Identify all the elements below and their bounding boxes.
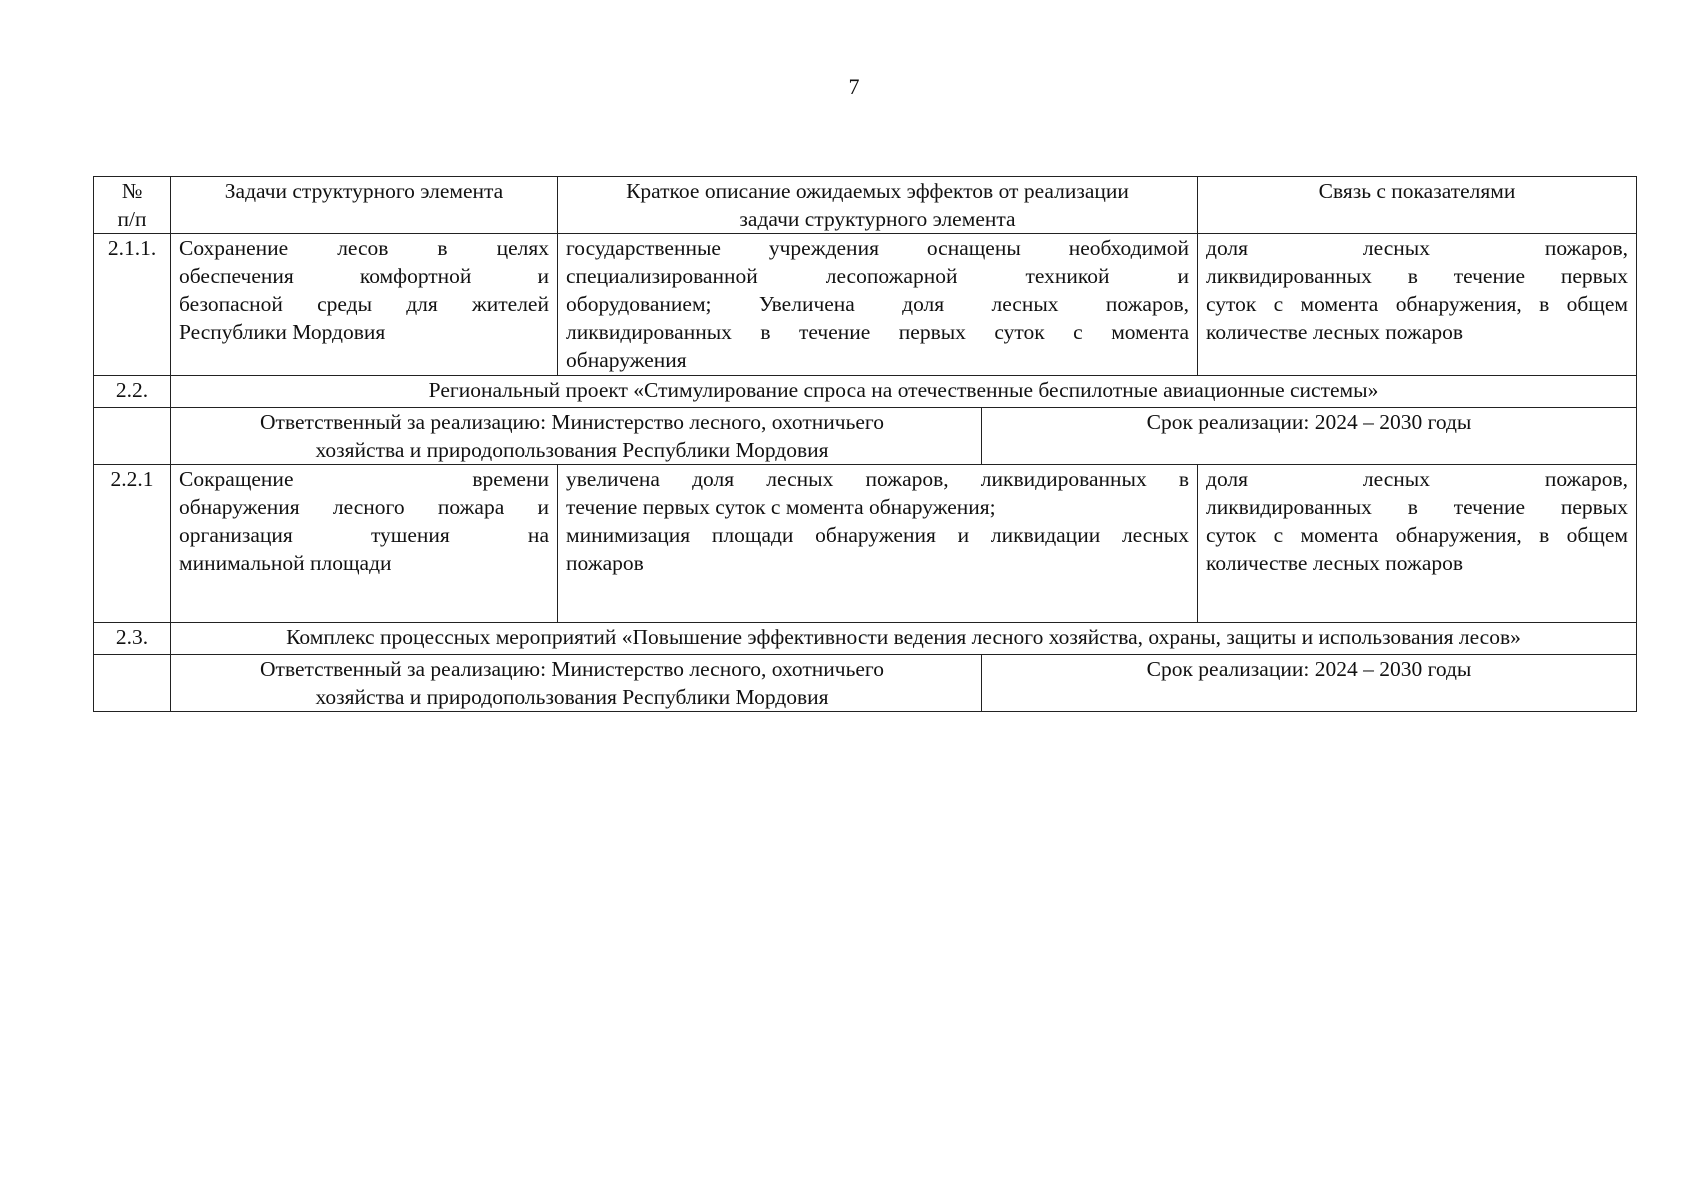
header-num-line2: п/п: [117, 207, 147, 231]
table-row-2-3-responsible: [94, 655, 1637, 712]
row-211-num: 2.1.1.: [94, 234, 171, 376]
row-23-responsible-line1: Ответственный за реализацию: Министерство лесного, охотничьего: [260, 657, 884, 681]
row-221-effect-line: течение первых суток с момента обнаружения;: [566, 495, 996, 519]
header-effects-line1: Краткое описание ожидаемых эффектов от реализации: [626, 179, 1129, 203]
row-211-task-line: Сохранение лесов в целях: [179, 236, 549, 260]
row-23-title: Комплекс процессных мероприятий «Повышение эффективности ведения лесного хозяйства, охраны, защиты и использования лесов»: [171, 623, 1637, 655]
row-211-indicator: [1198, 234, 1637, 376]
row-221-indicator-line: ликвидированных в течение первых: [1206, 495, 1628, 519]
row-221-task-line: Сокращение времени: [179, 467, 549, 491]
row-221-indicator-line: количестве лесных пожаров: [1206, 551, 1464, 575]
row-22-responsible-line1: Ответственный за реализацию: Министерство лесного, охотничьего: [260, 410, 884, 434]
row-211-effect-line: специализированной лесопожарной техникой и: [566, 264, 1189, 288]
table-row-2-1-1: [94, 234, 1637, 376]
row-22-resp-cell: [171, 408, 1637, 465]
row-211-effect-line: ликвидированных в течение первых суток с момента: [566, 320, 1189, 344]
row-23-num: 2.3.: [94, 623, 171, 655]
row-221-num: 2.2.1: [94, 465, 171, 623]
table-row-2-2: [94, 376, 1637, 408]
row-22-num: 2.2.: [94, 376, 171, 408]
row-22-title: Региональный проект «Стимулирование спроса на отечественные беспилотные авиационные системы»: [171, 376, 1637, 408]
row-221-indicator: [1198, 465, 1637, 623]
header-num: [94, 177, 171, 234]
page-number: 7: [848, 74, 860, 99]
row-221-task-line: организация тушения на: [179, 523, 549, 547]
row-221-effect-line: увеличена доля лесных пожаров, ликвидированных в: [566, 467, 1189, 491]
table-header-row: [94, 177, 1637, 234]
row-221-effect: [558, 465, 1198, 623]
row-221-indicator-line: доля лесных пожаров,: [1206, 467, 1628, 491]
structural-elements-table: [93, 176, 1637, 712]
row-23-resp-empty: [94, 655, 171, 712]
row-23-term: Срок реализации: 2024 – 2030 годы: [1146, 657, 1472, 681]
row-211-effect-line: обнаружения: [566, 348, 687, 372]
row-22-responsible-line2: хозяйства и природопользования Республики Мордовия: [315, 438, 829, 462]
row-221-effect-line: пожаров: [566, 551, 644, 575]
row-211-task-line: Республики Мордовия: [179, 320, 386, 344]
table-row-2-2-responsible: [94, 408, 1637, 465]
header-effects: [558, 177, 1198, 234]
header-tasks: Задачи структурного элемента: [171, 177, 558, 234]
row-23-responsible-line2: хозяйства и природопользования Республики Мордовия: [315, 685, 829, 709]
row-211-effect-line: оборудованием; Увеличена доля лесных пожаров,: [566, 292, 1189, 316]
row-221-task-line: минимальной площади: [179, 551, 392, 575]
row-211-task-line: безопасной среды для жителей: [179, 292, 549, 316]
row-22-resp-empty: [94, 408, 171, 465]
row-211-indicator-line: ликвидированных в течение первых: [1206, 264, 1628, 288]
row-211-effect: [558, 234, 1198, 376]
row-221-task-line: обнаружения лесного пожара и: [179, 495, 549, 519]
row-22-term: Срок реализации: 2024 – 2030 годы: [1146, 410, 1472, 434]
row-221-effect-line: минимизация площади обнаружения и ликвидации лесных: [566, 523, 1189, 547]
row-211-indicator-line: количестве лесных пожаров: [1206, 320, 1464, 344]
row-23-resp-cell: [171, 655, 1637, 712]
table-row-2-2-1: [94, 465, 1637, 623]
header-num-line1: №: [121, 179, 143, 203]
row-211-task: [171, 234, 558, 376]
row-23-responsible: [171, 655, 982, 711]
header-effects-line2: задачи структурного элемента: [739, 207, 1016, 231]
row-211-indicator-line: суток с момента обнаружения, в общем: [1206, 292, 1628, 316]
row-221-task: [171, 465, 558, 623]
table-row-2-3: [94, 623, 1637, 655]
row-211-indicator-line: доля лесных пожаров,: [1206, 236, 1628, 260]
header-indicators: Связь с показателями: [1198, 177, 1637, 234]
row-22-responsible: [171, 408, 982, 464]
row-221-indicator-line: суток с момента обнаружения, в общем: [1206, 523, 1628, 547]
row-211-task-line: обеспечения комфортной и: [179, 264, 549, 288]
row-211-effect-line: государственные учреждения оснащены необходимой: [566, 236, 1189, 260]
